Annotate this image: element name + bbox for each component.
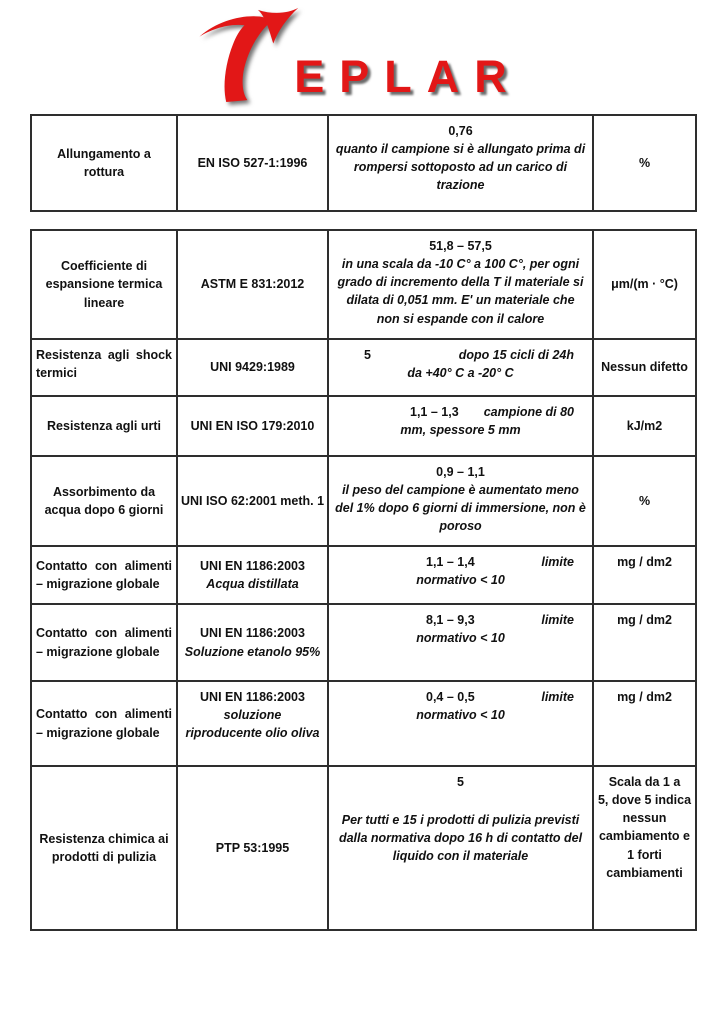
result-note: quanto il campione si è allungato prima di rompersi sottoposto ad un carico di trazione	[335, 142, 586, 193]
property-cell	[32, 605, 178, 682]
row-alimenti-acqua	[32, 547, 695, 605]
standard-subtext: soluzione	[223, 708, 282, 723]
row-alimenti-etanolo	[32, 605, 695, 682]
result-note: limite	[541, 613, 574, 627]
unit-text: Scala da 1 a	[608, 775, 681, 789]
unit-cell	[594, 116, 695, 210]
standard-text: UNI EN ISO 179:2010	[190, 418, 315, 433]
result-cell	[329, 767, 594, 929]
row-alimenti-olio	[32, 682, 695, 767]
unit-text: %	[638, 493, 651, 508]
result-note: normativo < 10	[416, 631, 505, 646]
unit-text: mg / dm2	[617, 613, 672, 627]
unit-cell	[594, 547, 695, 605]
unit-cell	[594, 457, 695, 547]
unit-cell	[594, 231, 695, 340]
property-text: Assorbimento da acqua dopo 6 giorni	[44, 484, 164, 517]
standard-subtext: Soluzione etanolo 95%	[184, 644, 321, 659]
result-note: in una scala da -10 C° a 100 C°, per ogni grado di incremento della T il materiale si dilata di 0,051 mm. E' un materiale che non si espande con il calore	[337, 257, 584, 326]
standard-cell	[178, 116, 329, 210]
standard-cell	[178, 457, 329, 547]
result-value: 0,9 – 1,1	[436, 465, 485, 479]
result-value: 0,4 – 0,5	[426, 690, 475, 704]
properties-table-main	[30, 229, 697, 931]
unit-cell	[594, 605, 695, 682]
result-line	[334, 403, 587, 421]
unit-text: Nessun difetto	[601, 360, 688, 375]
property-text: Resistenza agli urti	[47, 418, 161, 433]
result-value: 51,8 – 57,5	[429, 239, 492, 253]
standard-cell	[178, 231, 329, 340]
unit-cell	[594, 682, 695, 767]
property-cell	[32, 116, 178, 210]
property-text: termici	[36, 366, 77, 381]
result-note: da +40° C a -20° C	[407, 366, 514, 381]
result-cell	[329, 605, 594, 682]
result-line	[334, 553, 587, 571]
property-text: Coefficiente di espansione termica lineare	[45, 259, 163, 310]
result-value: 1,1 – 1,4	[426, 555, 475, 569]
result-note: limite	[541, 555, 574, 569]
result-line	[334, 688, 587, 706]
standard-text: UNI EN 1186:2003	[200, 690, 305, 704]
property-text: – migrazione globale	[36, 644, 160, 659]
unit-text: kJ/m2	[626, 418, 663, 433]
standard-cell	[178, 340, 329, 397]
unit-text: mg / dm2	[617, 555, 672, 569]
result-cell	[329, 116, 594, 210]
unit-text: nessun	[622, 811, 667, 826]
result-note: mm, spessore 5 mm	[400, 423, 521, 438]
unit-text: cambiamento e	[598, 829, 690, 844]
standard-text: UNI EN 1186:2003	[200, 558, 305, 573]
brand-logo	[194, 6, 522, 102]
standard-cell	[178, 397, 329, 457]
result-note: limite	[541, 690, 574, 704]
unit-cell	[594, 340, 695, 397]
brand-wordmark: EPLAR	[294, 51, 522, 102]
result-cell	[329, 682, 594, 767]
result-note: il peso del campione è aumentato meno del 1% dopo 6 giorni di immersione, non è poroso	[335, 483, 586, 534]
standard-text: PTP 53:1995	[215, 840, 290, 855]
standard-text: EN ISO 527-1:1996	[197, 155, 308, 170]
standard-cell	[178, 547, 329, 605]
row-espansione	[32, 231, 695, 340]
unit-cell	[594, 767, 695, 929]
result-note: campione di 80	[483, 405, 574, 419]
standard-text: UNI EN 1186:2003	[200, 626, 305, 641]
result-cell	[329, 340, 594, 397]
property-text: Contatto con alimenti	[36, 707, 172, 722]
standard-cell	[178, 767, 329, 929]
property-cell	[32, 547, 178, 605]
result-cell	[329, 547, 594, 605]
result-value: 0,76	[448, 124, 473, 138]
property-text: Allungamento a rottura	[57, 146, 151, 179]
row-allungamento	[32, 116, 695, 210]
row-assorbimento	[32, 457, 695, 547]
property-text: Resistenza chimica ai prodotti di pulizia	[39, 831, 169, 864]
row-urti	[32, 397, 695, 457]
property-cell	[32, 340, 178, 397]
result-line	[334, 611, 587, 629]
result-value: 1,1 – 1,3	[410, 405, 459, 419]
property-cell	[32, 682, 178, 767]
result-note: dopo 15 cicli di 24h	[458, 348, 574, 362]
unit-text: %	[638, 155, 651, 170]
unit-text: cambiamenti	[606, 865, 683, 880]
result-line	[334, 346, 587, 364]
result-value: 5	[457, 775, 464, 789]
property-cell	[32, 397, 178, 457]
property-text: Contatto con alimenti	[36, 626, 172, 641]
property-cell	[32, 457, 178, 547]
result-cell	[329, 397, 594, 457]
standard-cell	[178, 682, 329, 767]
result-note: Per tutti e 15 i prodotti di pulizia previsti dalla normativa dopo 16 h di contatto del liquido con il materiale	[338, 813, 583, 864]
standard-text: ASTM E 831:2012	[200, 277, 305, 292]
result-value: 5	[364, 348, 371, 362]
row-shock-termici	[32, 340, 695, 397]
properties-table-top	[30, 114, 697, 212]
property-cell	[32, 231, 178, 340]
result-cell	[329, 457, 594, 547]
standard-cell	[178, 605, 329, 682]
result-value: 8,1 – 9,3	[426, 613, 475, 627]
property-text: – migrazione globale	[36, 577, 160, 591]
standard-subtext: Acqua distillata	[206, 577, 299, 591]
standard-subtext: riproducente olio oliva	[185, 726, 320, 741]
unit-text: μm/(m · °C)	[611, 277, 678, 292]
unit-text: 1 forti	[627, 847, 662, 862]
teplar-swoosh-t-icon	[194, 6, 306, 102]
row-resistenza-chimica	[32, 767, 695, 929]
result-note: normativo < 10	[416, 573, 505, 588]
standard-text: UNI ISO 62:2001 meth. 1	[180, 493, 325, 508]
property-text: – migrazione globale	[36, 725, 160, 740]
standard-text: UNI 9429:1989	[210, 360, 295, 375]
result-note: normativo < 10	[416, 708, 505, 723]
unit-cell	[594, 397, 695, 457]
result-cell	[329, 231, 594, 340]
unit-text: mg / dm2	[617, 690, 672, 704]
property-text: Contatto con alimenti	[36, 558, 172, 573]
property-text: Resistenza agli shock	[36, 348, 172, 362]
spacer	[334, 791, 587, 811]
property-cell	[32, 767, 178, 929]
unit-text: 5, dove 5 indica	[597, 793, 692, 808]
